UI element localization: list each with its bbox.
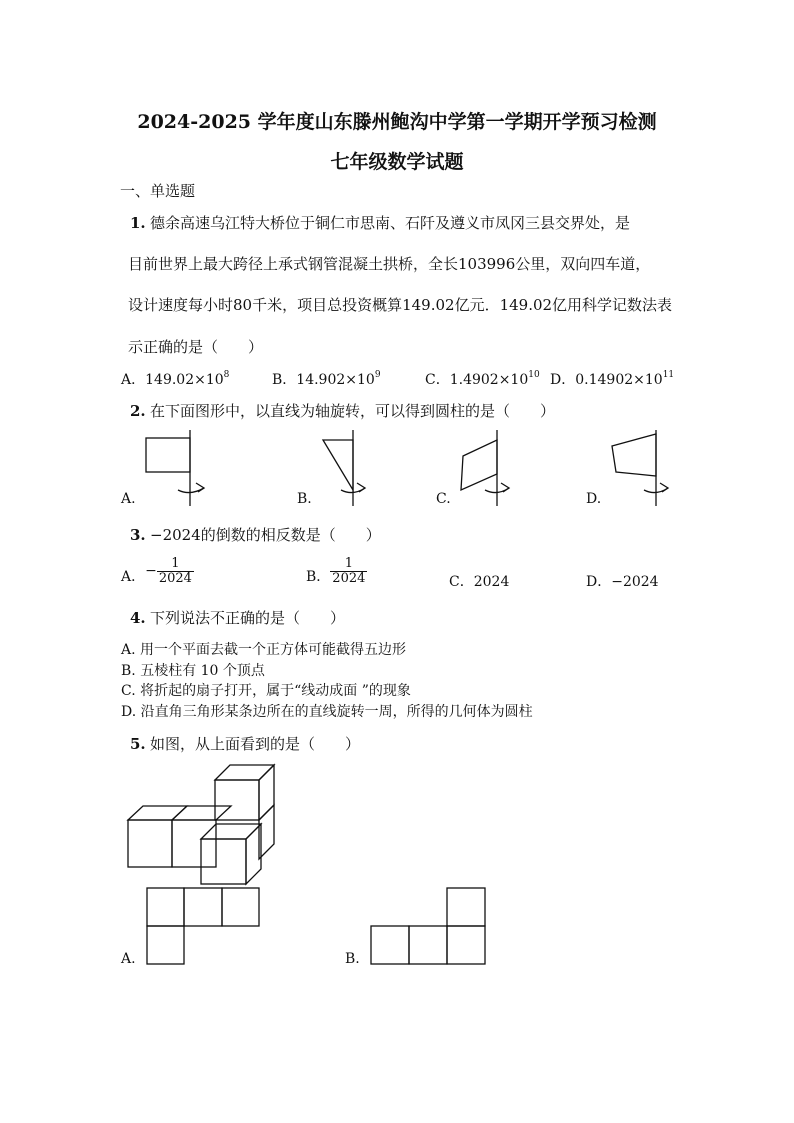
- fraction-numerator: 1: [157, 557, 194, 572]
- q3-option-a: [121, 556, 194, 586]
- q4-number: 4.: [130, 609, 146, 627]
- fraction: [330, 557, 367, 586]
- option-sign: −: [145, 563, 157, 579]
- q4-option-b: B. 五棱柱有 10 个顶点: [121, 663, 265, 679]
- q2-figure-c: [455, 428, 535, 508]
- q1-option-a: [121, 369, 229, 389]
- option-label: A．: [121, 569, 146, 585]
- q2-number: 2.: [130, 402, 146, 420]
- q4-option-c: C. 将折起的扇子打开，属于“线动成面 ”的现象: [121, 683, 411, 699]
- option-exponent: 11: [662, 370, 675, 380]
- q1-text-line: 目前世界上最大跨径上承式钢管混凝土拱桥，全长103996公里，双向四车道，: [128, 255, 651, 273]
- option-base: 14.902×10: [296, 372, 375, 388]
- option-exponent: 10: [528, 370, 540, 380]
- fraction: [157, 557, 194, 586]
- option-label: B．: [306, 569, 331, 585]
- q3-option-d: [586, 571, 659, 591]
- option-label: D．: [550, 372, 576, 388]
- fraction-numerator: 1: [330, 557, 367, 572]
- q3-text: −2024的倒数的相反数是（ ）: [150, 526, 381, 544]
- q5-option-a-grid: [146, 887, 262, 967]
- q1-text-line: 设计速度每小时80千米，项目总投资概算149.02亿元．149.02亿用科学记数法表: [128, 296, 673, 314]
- exam-title: 2024-2025 学年度山东滕州鲍沟中学第一学期开学预习检测: [137, 111, 657, 133]
- exam-subtitle: 七年级数学试题: [330, 151, 464, 173]
- option-exponent: 9: [374, 370, 381, 380]
- option-label: D．: [586, 574, 612, 590]
- q2-label-a: A.: [121, 491, 136, 507]
- q5-option-b-grid: [370, 887, 488, 967]
- option-label: A．: [121, 372, 146, 388]
- q4-option-a: A. 用一个平面去截一个正方体可能截得五边形: [121, 642, 407, 658]
- q2-figure-d: [606, 428, 686, 508]
- fraction-denominator: 2024: [158, 570, 192, 586]
- q2-text: 在下面图形中，以直线为轴旋转，可以得到圆柱的是（ ）: [150, 402, 556, 420]
- option-base: 1.4902×10: [449, 372, 529, 388]
- section-heading: 一、单选题: [120, 182, 196, 200]
- q1-number: 1.: [130, 214, 146, 232]
- q1-option-b: [272, 369, 381, 389]
- q1-text-line: 示正确的是（ ）: [128, 338, 264, 356]
- q5-cube-figure: [127, 762, 277, 887]
- q2-label-b: B.: [297, 491, 312, 507]
- q2-figure-b: [315, 428, 395, 508]
- q4-text: 下列说法不正确的是（ ）: [150, 609, 346, 627]
- option-label: C．: [425, 372, 450, 388]
- option-base: 0.14902×10: [575, 372, 663, 388]
- option-base: 149.02×10: [145, 372, 224, 388]
- q5-label-a: A.: [121, 951, 136, 967]
- q5-label-b: B.: [345, 951, 360, 967]
- option-value: 2024: [473, 574, 510, 590]
- q4-option-d: D. 沿直角三角形某条边所在的直线旋转一周，所得的几何体为圆柱: [121, 704, 533, 720]
- option-value: −2024: [611, 574, 659, 590]
- q3-number: 3.: [130, 526, 146, 544]
- q1-text-line: 德余高速乌江特大桥位于铜仁市思南、石阡及遵义市凤冈三县交界处，是: [150, 214, 631, 232]
- q5-number: 5.: [130, 735, 146, 753]
- option-label: C．: [449, 574, 474, 590]
- q2-figure-a: [140, 428, 220, 508]
- q1-option-d: [550, 369, 674, 389]
- q3-option-c: [449, 571, 509, 591]
- option-label: B．: [272, 372, 297, 388]
- q2-label-d: D.: [586, 491, 602, 507]
- q1-option-c: [425, 369, 540, 389]
- q5-text: 如图，从上面看到的是（ ）: [150, 735, 361, 753]
- q2-label-c: C.: [436, 491, 451, 507]
- fraction-denominator: 2024: [332, 570, 366, 586]
- option-exponent: 8: [223, 370, 230, 380]
- q3-option-b: [306, 556, 367, 586]
